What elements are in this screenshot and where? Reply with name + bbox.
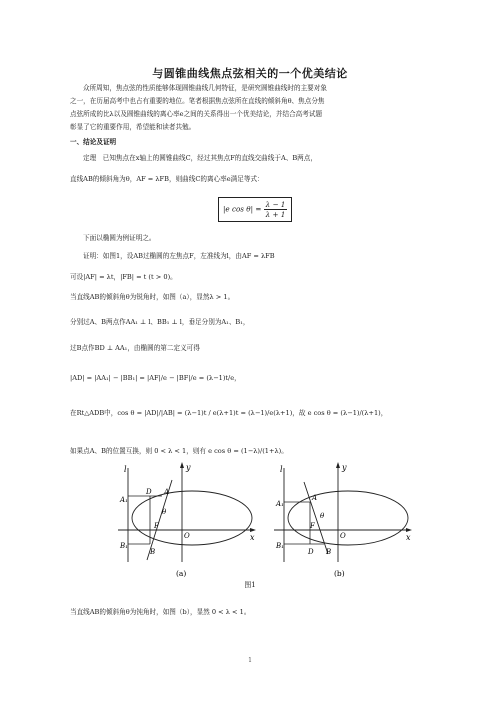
- ellipse-note: 下面以椭圆为例证明之。: [83, 234, 156, 242]
- label-l: l: [280, 465, 283, 474]
- figure-b-label: (b): [334, 569, 345, 578]
- obtuse-line: 当直线AB的倾斜角θ为钝角时，如图（b），显然 0 < λ < 1。: [70, 608, 251, 616]
- main-formula: [218, 197, 292, 222]
- label-y: y: [342, 463, 347, 472]
- label-x: x: [406, 533, 411, 542]
- main-formula-lhs: |e cos θ| =: [223, 204, 262, 214]
- label-a: A: [164, 488, 170, 496]
- intro-line: 点弦所成的比λ以及圆锥曲线的离心率e之间的关系得出一个优美结论，并结合高考试题: [70, 110, 323, 118]
- proof-line: 分别过A、B两点作AA₁ ⊥ l、BB₁ ⊥ l，垂足分别为A₁、B₁，: [70, 318, 250, 326]
- label-d: D: [146, 488, 152, 496]
- label-b: B: [150, 548, 156, 556]
- figure-a: [110, 462, 260, 580]
- label-b: B: [326, 548, 332, 556]
- intro-line: 之一，在历届高考中也占有重要的地位。笔者根据焦点弦所在直线的倾斜角θ、焦点分焦: [70, 97, 325, 105]
- label-a1: A₁: [276, 500, 284, 508]
- main-formula-fraction: [264, 200, 288, 219]
- label-f: F: [310, 522, 315, 530]
- section-heading: 一、结论及证明: [70, 138, 117, 146]
- formula-ad: |AD| = |AA₁| − |BB₁| = |AF|/e − |BF|/e = (λ−1)t/e，: [70, 374, 241, 382]
- label-d: D: [308, 548, 314, 556]
- page-number: 1: [248, 657, 252, 664]
- figure-b: [266, 462, 416, 580]
- page-title: 与圆锥曲线焦点弦相关的一个优美结论: [152, 67, 348, 80]
- proof-line: 当直线AB的倾斜角θ为锐角时，如图（a），显然λ > 1。: [70, 293, 235, 301]
- intro-line: 彰显了它的重要作用，希望能和读者共勉。: [70, 123, 196, 131]
- main-formula-numerator: λ − 1: [265, 200, 286, 209]
- proof-line: 证明：如图1，设AB过椭圆的左焦点F，左准线为l，由AF = λFB: [83, 252, 275, 260]
- swap-line: 如果点A、B的位置互换，则 0 < λ < 1，则有 e cos θ = (1−λ)/(1+λ)。: [70, 447, 288, 455]
- ellipse: [288, 491, 408, 545]
- proof-line: 可设|AF| = λt，|FB| = t (t > 0)。: [70, 273, 177, 281]
- label-b1: B₁: [120, 542, 128, 550]
- label-theta: θ: [162, 508, 167, 516]
- label-o: O: [184, 532, 190, 540]
- label-o: O: [340, 532, 346, 540]
- label-b1: B₁: [276, 542, 284, 550]
- label-l: l: [124, 465, 127, 474]
- label-a1: A₁: [120, 496, 128, 504]
- label-x: x: [250, 533, 255, 542]
- main-formula-denominator: λ + 1: [265, 210, 286, 219]
- label-y: y: [186, 463, 191, 472]
- label-a: A: [312, 494, 318, 502]
- figure-a-label: (a): [176, 569, 187, 578]
- theorem-line: 定理 已知焦点在x轴上的圆锥曲线C，经过其焦点F的直线交曲线于A、B两点，: [83, 154, 317, 162]
- intro-line: 众所周知，焦点弦的性质能够体现圆锥曲线几何特征，是研究圆锥曲线时的主要对象: [83, 84, 327, 92]
- theorem-line: 直线AB的倾斜角为θ，AF = λFB，则曲线C的离心率e满足等式：: [70, 175, 264, 183]
- label-f: F: [154, 522, 159, 530]
- formula-cos: 在Rt△ADB中，cos θ = |AD|/|AB| = (λ−1)t / e(λ+1)t = (λ−1)/e(λ+1)，故 e cos θ = (λ−1)/(λ+1)，: [70, 409, 388, 417]
- label-theta: θ: [320, 512, 325, 520]
- figure-caption: 图1: [244, 581, 256, 589]
- proof-line: 过B点作BD ⊥ AA₁，由椭圆的第二定义可得: [70, 344, 200, 352]
